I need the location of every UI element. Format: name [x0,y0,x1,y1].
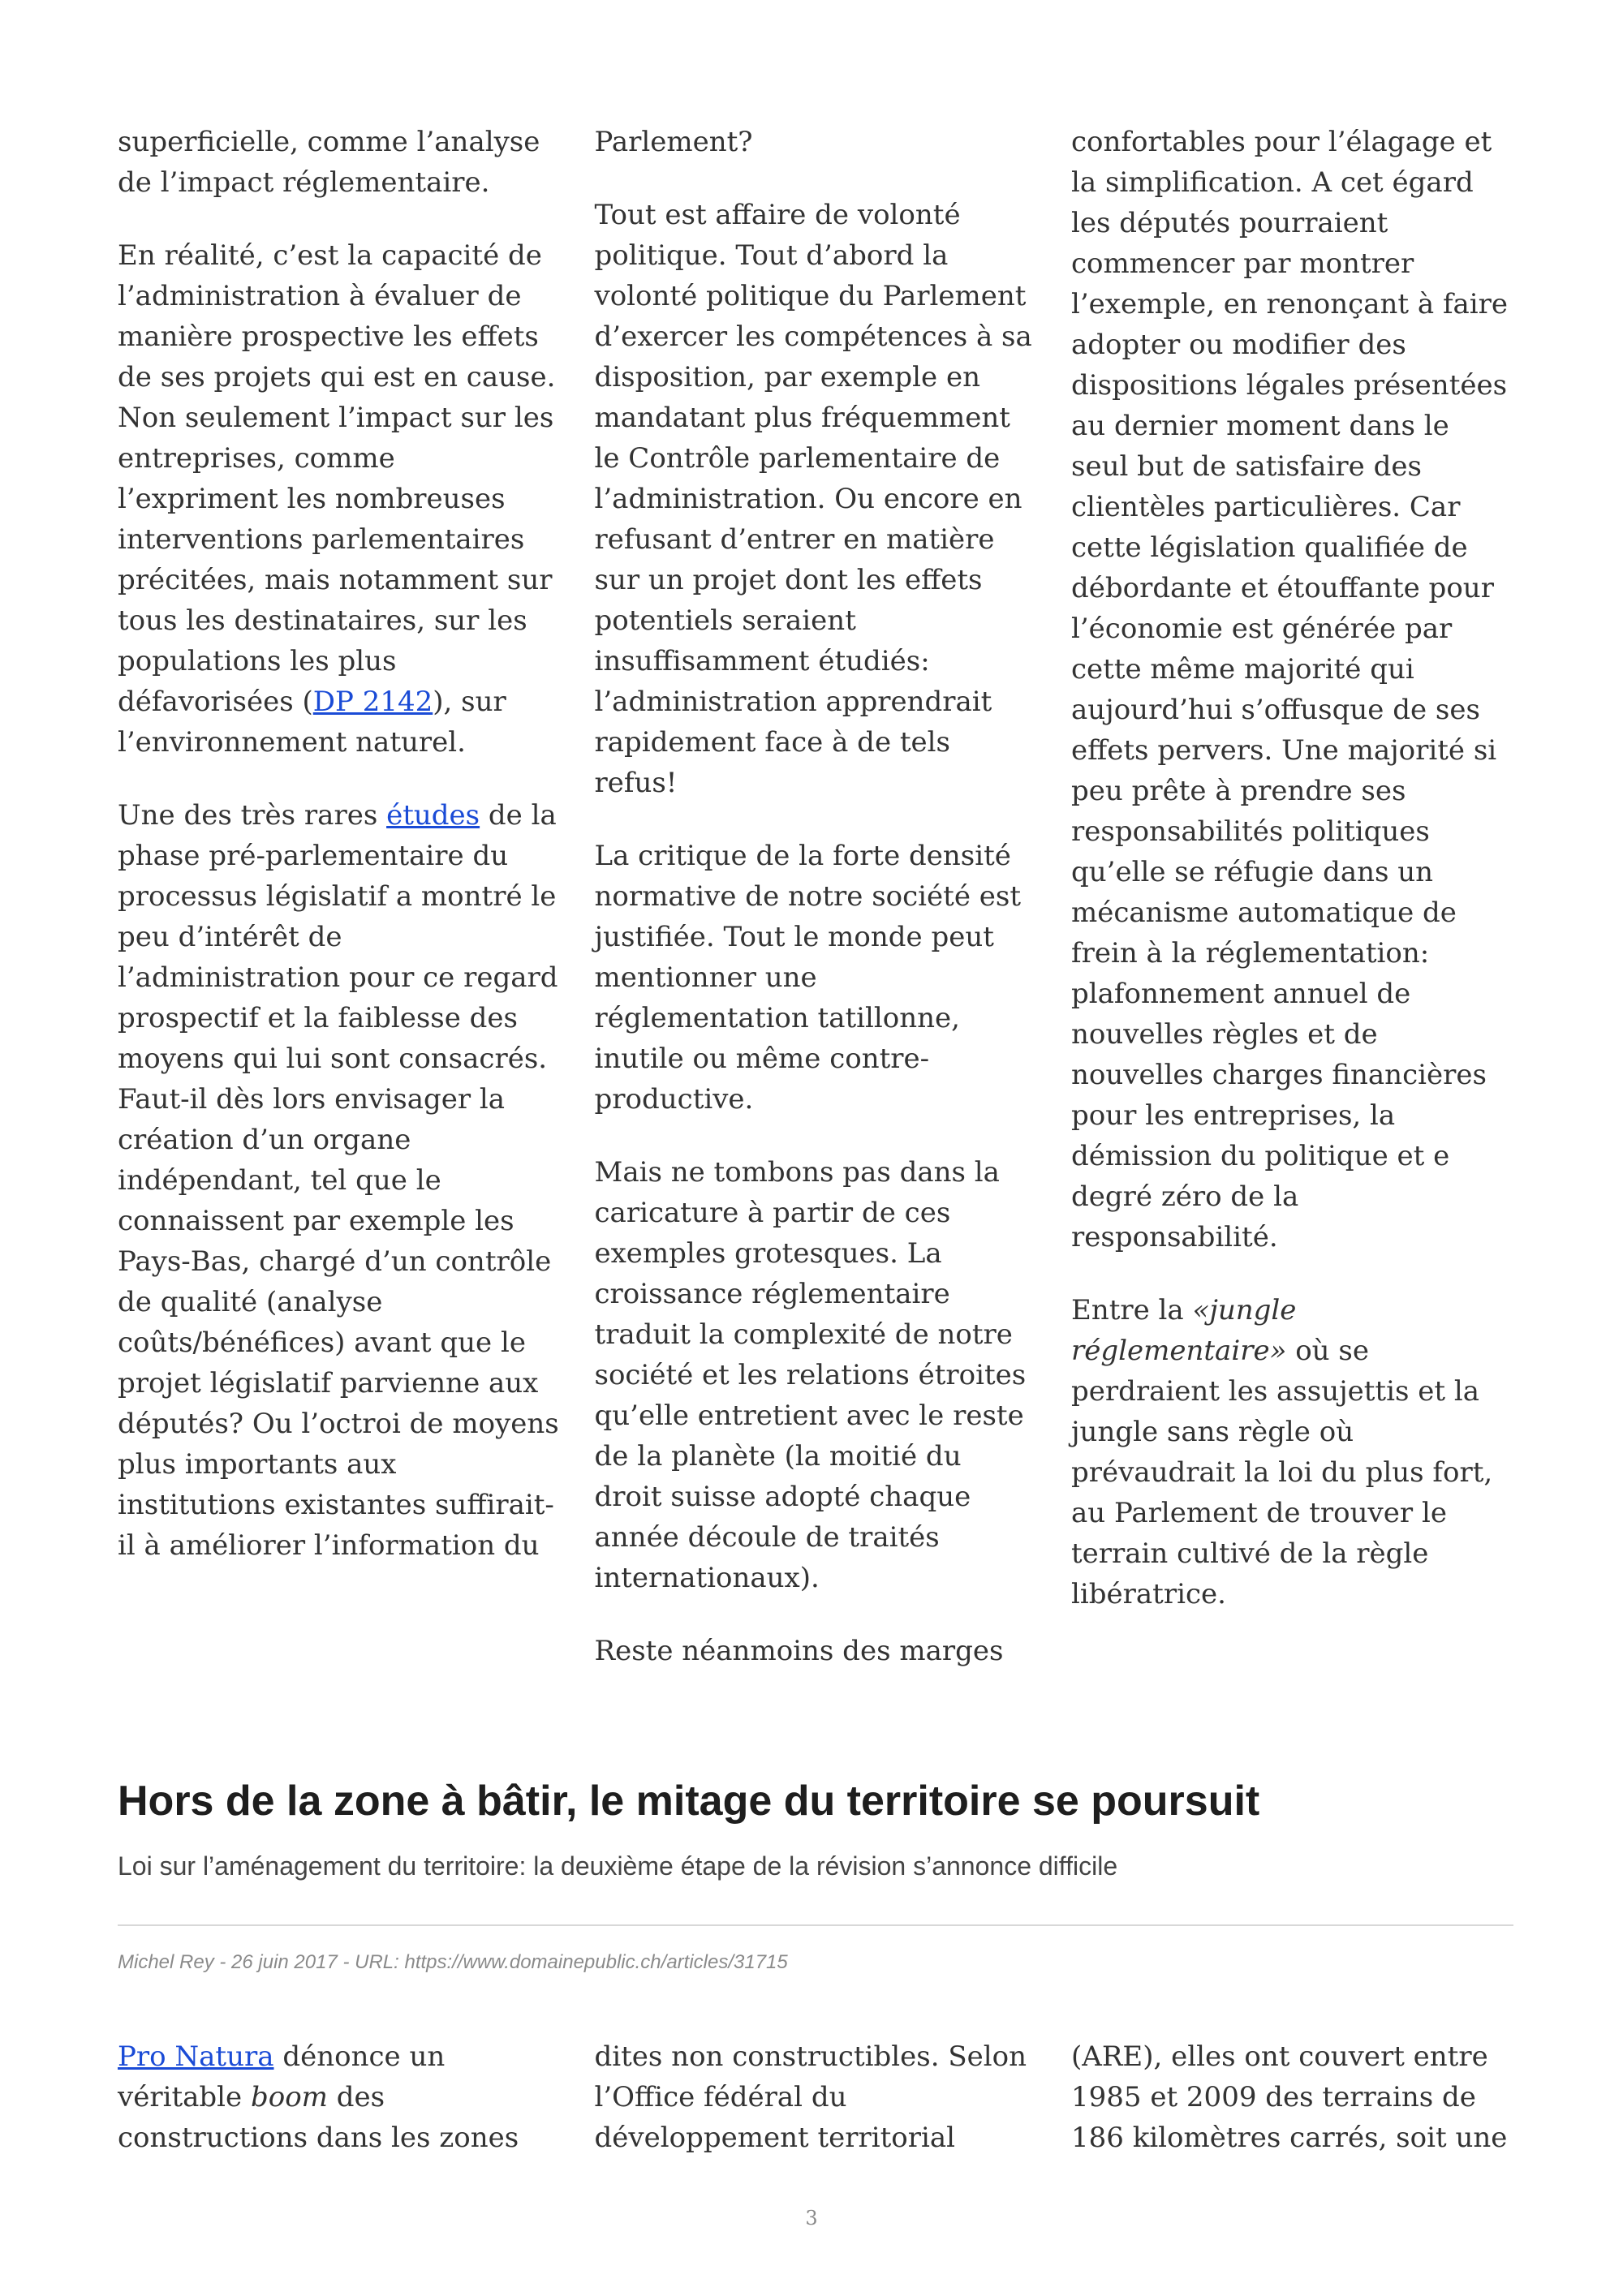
column-1 [118,2036,560,2158]
page-number: 3 [805,2207,818,2229]
paragraph: Reste néanmoins des marges [594,1635,1004,1667]
article-title: Hors de la zone à bâtir, le mitage du territoire se poursuit [118,1778,1260,1825]
article-body-columns [118,122,1513,1671]
paragraph: dites non constructibles. Selon l’Office fédéral du développement territorial [594,2040,1027,2154]
etudes-link[interactable]: études [386,799,480,832]
paragraph: Une des très rares études de la phase pré-parlementaire du processus législatif a montré le peu d’intérêt de l’administration pour ce regard prospectif et la faiblesse des moyens qui lui sont consacrés. Faut-il dès lors envisager la création d’un organe indépendant, tel que le connaissent par exemple les Pays-Bas, chargé d’un contrôle de qualité (analyse coûts/bénéfices) avant que le projet législatif parvienne aux députés? Ou l’octroi de moyens plus importants aux institutions existantes suffirait-il à améliorer l’information du [118,799,559,1562]
paragraph: Pro Natura dénonce un véritable boom des constructions dans les zones [118,2040,519,2154]
paragraph: Entre la «jungle réglementaire» où se perdraient les assujettis et la jungle sans règle où prévaudrait la loi du plus fort, au Parlement de trouver le terrain cultivé de la règle libératrice. [1071,1294,1493,1610]
emphasis: boom [250,2081,328,2113]
column-2 [595,122,1037,1671]
paragraph: Tout est affaire de volonté politique. Tout d’abord la volonté politique du Parlement d’exercer les compétences à sa disposition, par exemple en mandatant plus fréquemment le Contrôle parlementaire de l’administration. Ou encore en refusant d’entrer en matière sur un projet dont les effets potentiels seraient insuffisamment étudiés: l’administration apprendrait rapidement face à de tels refus! [594,199,1032,799]
column-3 [1071,122,1513,1671]
emphasis: «jungle réglementaire» [1071,1294,1297,1367]
article2-body-columns [118,2036,1513,2158]
column-1 [118,122,560,1671]
paragraph: La critique de la forte densité normative de notre société est justifiée. Tout le monde peut mentionner une réglementation tatillonne, inutile ou même contre-productive. [594,840,1021,1116]
article-subtitle: Loi sur l’aménagement du territoire: la deuxième étape de la révision s’annonce difficile [118,1851,1118,1881]
paragraph: Parlement? [594,126,753,158]
paragraph: En réalité, c’est la capacité de l’administration à évaluer de manière prospective les effets de ses projets qui est en cause. Non seulement l’impact sur les entreprises, comme l’expriment les nombreuses interventions parlementaires précitées, mais notamment sur tous les destinataires, sur les populations les plus défavorisées (DP 2142), sur l’environnement naturel. [118,239,556,759]
paragraph: (ARE), elles ont couvert entre 1985 et 2009 des terrains de 186 kilomètres carrés, soit une [1071,2040,1508,2154]
dp-2142-link[interactable]: DP 2142 [312,686,433,718]
paragraph: confortables pour l’élagage et la simplification. A cet égard les députés pourraient commencer par montrer l’exemple, en renonçant à faire adopter ou modifier des dispositions légales présentées au dernier moment dans le seul but de satisfaire des clientèles particulières. Car cette législation qualifiée de débordante et étouffante pour l’économie est générée par cette même majorité qui aujourd’hui s’offusque de ses effets pervers. Une majorité si peu prête à prendre ses responsabilités politiques qu’elle se réfugie dans un mécanisme automatique de frein à la réglementation: plafonnement annuel de nouvelles règles et de nouvelles charges financières pour les entreprises, la démission du politique et e degré zéro de la responsabilité. [1071,126,1509,1253]
column-3 [1071,2036,1513,2158]
pro-natura-link[interactable]: Pro Natura [118,2040,274,2073]
paragraph: superficielle, comme l’analyse de l’impact réglementaire. [118,126,540,199]
divider [118,1924,1513,1926]
column-2 [595,2036,1037,2158]
paragraph: Mais ne tombons pas dans la caricature à partir de ces exemples grotesques. La croissance réglementaire traduit la complexité de notre société et les relations étroites qu’elle entretient avec le reste de la planète (la moitié du droit suisse adopté chaque année découle de traités internationaux). [594,1156,1027,1594]
article-meta: Michel Rey - 26 juin 2017 - URL: https://www.domainepublic.ch/articles/31715 [118,1951,788,1973]
